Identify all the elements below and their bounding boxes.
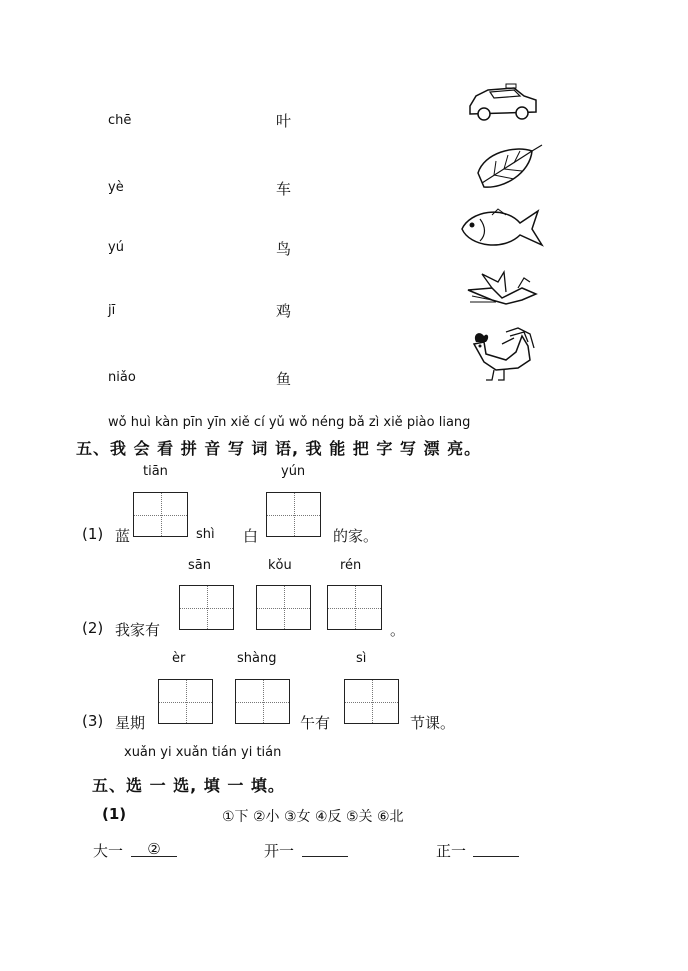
fill2-pre: 开一 — [264, 842, 295, 860]
q3-pre: 星期 — [115, 714, 146, 732]
q1-write-box-1[interactable] — [133, 492, 188, 537]
car-icon — [466, 80, 540, 126]
q1-box1-pinyin: tiān — [143, 464, 168, 479]
q3-mid: 午有 — [300, 714, 331, 732]
section5a-title: 五、我 会 看 拼 音 写 词 语, 我 能 把 字 写 漂 亮。 — [76, 439, 482, 458]
fill2-answer[interactable] — [302, 840, 348, 857]
fill1-pre: 大一 — [93, 842, 124, 860]
q2-write-box-1[interactable] — [179, 585, 234, 630]
hanzi-ji: 鸡 — [276, 302, 292, 320]
q3-pinyin-3: sì — [356, 651, 367, 666]
q2-label: (2) — [82, 619, 104, 637]
section5b-title: 五、选 一 选, 填 一 填。 — [92, 776, 285, 795]
hanzi-che: 车 — [276, 180, 292, 198]
section5b-pinyin: xuǎn yi xuǎn tián yi tián — [124, 745, 282, 760]
pinyin-ye: yè — [108, 180, 124, 195]
q3-write-box-2[interactable] — [235, 679, 290, 724]
q2-pinyin-2: kǒu — [268, 558, 292, 573]
q2-pre: 我家有 — [115, 621, 161, 639]
section5a-pinyin: wǒ huì kàn pīn yīn xiě cí yǔ wǒ néng bǎ zì xiě piào liang — [108, 415, 471, 430]
fish-icon — [458, 205, 544, 251]
pinyin-niao: niǎo — [108, 370, 136, 385]
q3-pinyin-1: èr — [172, 651, 186, 666]
q2-pinyin-1: sān — [188, 558, 211, 573]
pinyin-che: chē — [108, 113, 132, 128]
q2-write-box-3[interactable] — [327, 585, 382, 630]
pinyin-yu: yú — [108, 240, 124, 255]
fill1-answer[interactable]: ② — [131, 840, 177, 857]
section5b-q1-label: (1) — [102, 805, 127, 823]
section5b-options: ①下 ②小 ③女 ④反 ⑤关 ⑥北 — [222, 809, 404, 825]
q3-pinyin-2: shàng — [237, 651, 277, 666]
hanzi-yu: 鱼 — [276, 370, 292, 388]
q3-label: (3) — [82, 712, 104, 730]
q3-write-box-1[interactable] — [158, 679, 213, 724]
hanzi-niao: 鸟 — [276, 240, 292, 258]
bird-icon — [462, 270, 540, 312]
q2-write-box-2[interactable] — [256, 585, 311, 630]
q1-box2-pinyin: yún — [281, 464, 306, 479]
q1-pre: 蓝 — [115, 527, 131, 545]
q2-pinyin-3: rén — [340, 558, 362, 573]
hanzi-ye: 叶 — [276, 112, 292, 130]
q3-post: 节课。 — [410, 714, 456, 732]
rooster-icon — [466, 326, 536, 382]
fill3-pre: 正一 — [436, 842, 467, 860]
q1-mid-pinyin: shì — [196, 527, 215, 542]
pinyin-ji: jī — [108, 303, 116, 318]
q3-write-box-3[interactable] — [344, 679, 399, 724]
q1-mid: 白 — [243, 527, 259, 545]
fill3-answer[interactable] — [473, 840, 519, 857]
q2-post: 。 — [390, 621, 406, 639]
leaf-icon — [474, 143, 544, 191]
q1-label: (1) — [82, 525, 104, 543]
q1-write-box-2[interactable] — [266, 492, 321, 537]
q1-post: 的家。 — [333, 527, 379, 545]
